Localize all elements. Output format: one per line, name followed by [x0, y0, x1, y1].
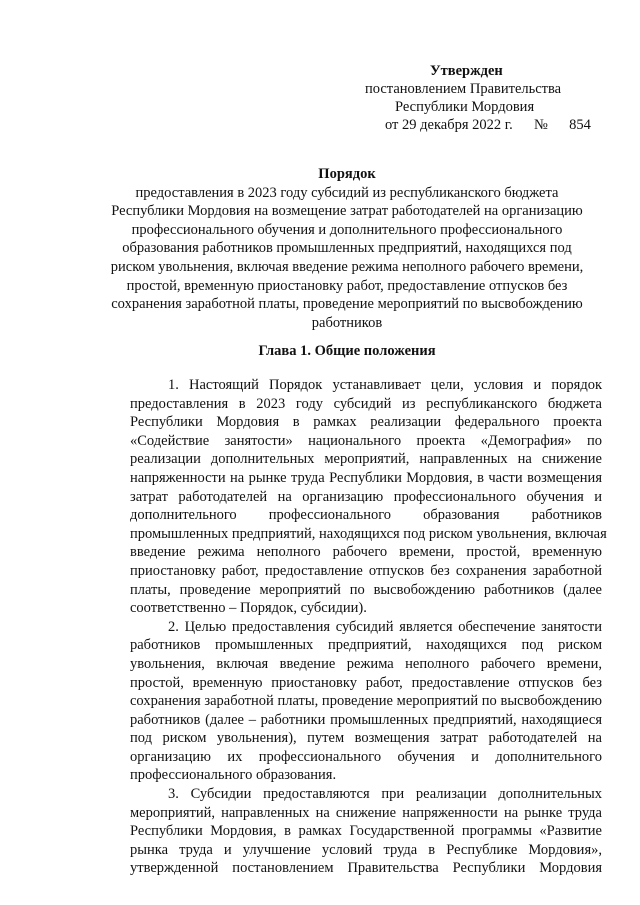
- paragraph-line: организацию их профессионального обучения и дополнительного: [130, 748, 602, 765]
- approval-number: 854: [569, 117, 591, 133]
- paragraph-line: под риском увольнения), путем возмещения затрат работодателей на: [130, 730, 602, 747]
- paragraph-line: сохранения заработной платы, проведение мероприятий по высвобождению: [130, 693, 602, 710]
- paragraph-line: затрат работодателей на организацию профессионального обучения и: [130, 488, 602, 505]
- paragraph-line: простой, временную приостановку работ, предоставление отпусков без: [130, 674, 602, 691]
- paragraph-line: 3. Субсидии предоставляются при реализации дополнительных: [168, 786, 602, 803]
- approval-number-sign: №: [533, 117, 548, 133]
- paragraph-line: «Содействие занятости» национального проекта «Демография» по: [130, 432, 602, 449]
- chapter-heading: Глава 1. Общие положения: [258, 343, 436, 359]
- paragraph-line: платы, проведение мероприятий по высвобождению работников (далее: [130, 581, 602, 598]
- paragraph-line: соответственно – Порядок, субсидии).: [130, 600, 367, 617]
- title-line: сохранения заработной платы, проведение мероприятий по высвобождению: [111, 296, 583, 313]
- paragraph-line: работников (далее – работники промышленных предприятий, находящиеся: [130, 711, 602, 728]
- title-line: работников: [311, 314, 383, 331]
- title-line: риском увольнения, включая введение режима неполного рабочего времени,: [110, 258, 584, 275]
- paragraph-line: мероприятий, направленных на снижение напряженности на рынке труда: [130, 804, 602, 821]
- paragraph-line: профессионального образования.: [130, 767, 337, 784]
- paragraph-3: [92, 785, 602, 878]
- paragraph-line: 2. Целью предоставления субсидий является обеспечение занятости: [168, 618, 602, 635]
- approval-title: Утвержден: [430, 63, 503, 79]
- paragraph-line: дополнительного профессионального образования работников: [130, 507, 602, 524]
- title-line: образования работников промышленных предприятий, находящихся под: [122, 240, 572, 257]
- approval-date-prefix: от: [385, 117, 399, 133]
- paragraph-line: напряженности на рынке труда Республики Мордовия, в части возмещения: [130, 469, 602, 486]
- paragraph-line: 1. Настоящий Порядок устанавливает цели, условия и порядок: [168, 377, 602, 393]
- approval-date-month-year: декабря 2022 г.: [420, 117, 513, 133]
- paragraph-1: [92, 376, 607, 618]
- document-heading: Порядок: [318, 166, 376, 182]
- paragraph-line: работников промышленных предприятий, находящихся под риском: [130, 637, 602, 654]
- title-line: профессионального обучения и дополнительного профессионального: [131, 221, 563, 238]
- title-line: Республики Мордовия на возмещение затрат работодателей на организацию: [111, 203, 583, 220]
- title-line: простой, временную приостановку работ, предоставление отпусков без: [126, 277, 568, 294]
- approval-line-date: [385, 116, 605, 134]
- approval-line-decree: постановлением Правительства: [365, 81, 562, 97]
- document-title: [92, 165, 602, 332]
- paragraph-line: реализации дополнительных мероприятий, направленных на снижение: [130, 451, 602, 468]
- paragraph-2: [92, 618, 602, 785]
- paragraph-line: предоставления в 2023 году субсидий из республиканского бюджета: [130, 395, 602, 412]
- document-body: [92, 376, 607, 878]
- paragraph-line: приостановку работ, предоставление отпусков без сохранения заработной: [130, 562, 602, 579]
- title-line: предоставления в 2023 году субсидий из республиканского бюджета: [135, 184, 559, 201]
- approval-line-republic: Республики Мордовия: [395, 99, 535, 115]
- paragraph-line: промышленных предприятий, находящихся под риском увольнения, включая: [130, 525, 607, 542]
- approval-date-day: 29: [402, 117, 417, 133]
- approval-stamp: [365, 62, 605, 134]
- paragraph-line: увольнения, включая введение режима неполного рабочего времени,: [130, 655, 602, 672]
- paragraph-line: введение режима неполного рабочего времени, простой, временную: [130, 544, 602, 561]
- paragraph-line: утвержденной постановлением Правительства Республики Мордовия: [130, 860, 602, 877]
- paragraph-line: рынка труда и улучшение условий труда в Республике Мордовия»,: [130, 841, 602, 858]
- paragraph-line: Республики Мордовия в рамках реализации федерального проекта: [130, 414, 602, 431]
- paragraph-line: Республики Мордовия, в рамках Государственной программы «Развитие: [130, 823, 602, 840]
